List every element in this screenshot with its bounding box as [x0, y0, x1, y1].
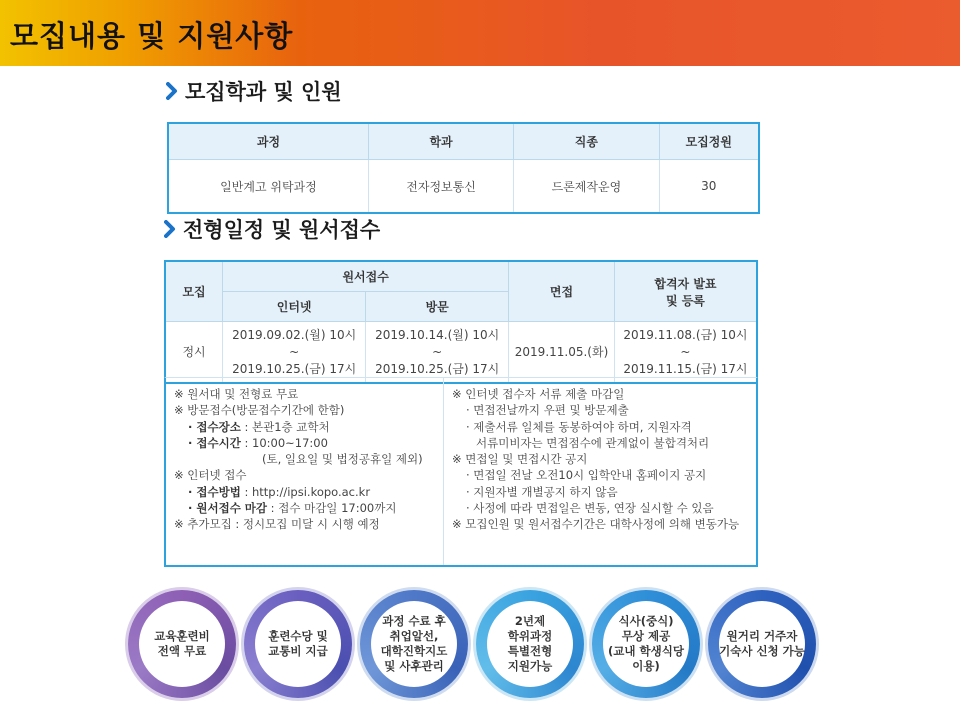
benefit-line: 대학진학지도 — [380, 644, 448, 658]
benefit-line: 교통비 지급 — [268, 644, 328, 658]
page-title: 모집내용 및 지원사항 — [10, 19, 294, 53]
note-line: · 면접전날까지 우편 및 방문제출 — [466, 403, 629, 418]
notes-right — [444, 378, 756, 565]
benefit-text — [371, 601, 457, 687]
note-line: ※ 추가모집 : 정시모집 미달 시 시행 예정 — [174, 517, 380, 532]
note-line: ※ 인터넷 접수 — [174, 468, 247, 483]
note-line — [174, 435, 435, 451]
benefit-line: 무상 제공 — [621, 629, 671, 643]
table-cell: 전자정보통신 — [368, 160, 513, 214]
notes-left — [166, 378, 444, 565]
benefit-line: 지원가능 — [507, 659, 553, 673]
benefit-circle-degree — [476, 590, 584, 698]
note-label: · 접수장소 — [188, 419, 241, 434]
benefit-line: 특별전형 — [507, 644, 553, 658]
benefit-line: 전액 무료 — [157, 644, 207, 658]
chevron-right-icon — [166, 82, 178, 100]
benefit-line: 취업알선, — [389, 629, 439, 643]
table-cell — [614, 322, 757, 384]
note-line: · 사정에 따라 면접일은 변동, 연장 실시할 수 있음 — [466, 501, 714, 516]
table-header-row — [165, 261, 757, 292]
note-line: ※ 원서대 및 전형료 무료 — [174, 387, 299, 401]
schedule-table — [164, 260, 758, 384]
cell-line: 2019.11.08.(금) 10시 — [623, 327, 748, 342]
benefit-circle-dormitory — [708, 590, 816, 698]
recruitment-table — [167, 122, 760, 214]
table-cell — [366, 322, 509, 384]
cell-line: 2019.10.25.(금) 17시 — [375, 361, 500, 376]
note-line: · 제출서류 일체를 동봉하여야 하며, 지원자격 — [466, 419, 692, 434]
note-line: · 지원자별 개별공지 하지 않음 — [466, 484, 618, 499]
cell-line: 2019.10.14.(월) 10시 — [375, 327, 500, 342]
benefit-line: 원거리 거주자 — [726, 629, 798, 643]
notes-box — [164, 377, 758, 567]
note-line: ※ 방문접수(방문접수기간에 한함) — [174, 403, 345, 418]
section-title-text: 전형일정 및 원서접수 — [183, 218, 381, 242]
note-label: · 접수방법 — [188, 484, 241, 499]
table-cell: 정시 — [165, 322, 223, 384]
note-line: ※ 면접일 및 면접시간 공지 — [452, 452, 588, 467]
note-value: : http://ipsi.kopo.ac.kr — [240, 484, 371, 499]
note-line: 서류미비자는 면접점수에 관계없이 불합격처리 — [476, 435, 710, 450]
benefit-text — [487, 601, 573, 687]
header-line: 합격자 발표 — [654, 276, 717, 291]
header-cell: 인터넷 — [223, 292, 366, 322]
benefit-text — [603, 601, 689, 687]
header-cell: 직종 — [514, 123, 659, 160]
table-row — [168, 160, 759, 214]
benefit-line: (교내 학생식당 — [608, 644, 684, 658]
header-cell: 모집정원 — [659, 123, 759, 160]
note-line — [174, 484, 435, 500]
benefit-circle-meal — [592, 590, 700, 698]
note-line — [174, 500, 435, 516]
benefit-text — [139, 601, 225, 687]
benefit-line: 2년제 — [514, 614, 546, 628]
header-line: 및 등록 — [665, 293, 705, 308]
benefit-line: 식사(중식) — [618, 614, 674, 628]
note-label: · 접수시간 — [188, 435, 241, 450]
cell-line: 2019.10.25.(금) 17시 — [232, 361, 357, 376]
note-value: : 접수 마감일 17:00까지 — [267, 501, 397, 516]
chevron-right-icon — [164, 220, 176, 238]
header-cell: 과정 — [168, 123, 368, 160]
section-title-text: 모집학과 및 인원 — [185, 80, 342, 104]
cell-line: 2019.09.02.(월) 10시 — [232, 327, 357, 342]
benefit-line: 교육훈련비 — [154, 629, 210, 643]
note-line — [174, 419, 435, 435]
benefit-circle-allowance — [244, 590, 352, 698]
benefit-line: 및 사후관리 — [384, 659, 444, 673]
benefit-circle-employment — [360, 590, 468, 698]
header-cell: 모집 — [165, 261, 223, 322]
note-line: ※ 인터넷 접수자 서류 제출 마감일 — [452, 387, 625, 401]
note-line: ※ 모집인원 및 원서접수기간은 대학사정에 의해 변동가능 — [452, 517, 740, 532]
header-cell: 원서접수 — [223, 261, 509, 292]
header-cell — [614, 261, 757, 322]
section-title-schedule — [164, 214, 380, 244]
section-title-recruitment — [166, 76, 342, 106]
benefit-line: 기숙사 신청 가능 — [719, 644, 805, 658]
table-header-row — [168, 123, 759, 160]
benefits-row — [128, 590, 808, 700]
note-label: · 원서접수 마감 — [188, 501, 268, 516]
header-cell: 학과 — [368, 123, 513, 160]
table-cell: 30 — [659, 160, 759, 214]
benefit-line: 학위과정 — [507, 629, 553, 643]
table-cell — [223, 322, 366, 384]
note-value: : 본관1층 교학처 — [240, 419, 330, 434]
cell-line: ~ — [289, 344, 300, 359]
benefit-line: 이용) — [632, 659, 660, 673]
cell-line: 2019.11.15.(금) 17시 — [623, 361, 748, 376]
benefit-text — [719, 601, 805, 687]
header-cell: 방문 — [366, 292, 509, 322]
cell-line: ~ — [680, 344, 691, 359]
note-line: (토, 일요일 및 법정공휴일 제외) — [262, 452, 423, 467]
note-value: : 10:00~17:00 — [240, 435, 328, 450]
note-line: · 면접일 전날 오전10시 입학안내 홈페이지 공지 — [466, 468, 707, 483]
cell-line: ~ — [432, 344, 443, 359]
table-cell: 일반계고 위탁과정 — [168, 160, 368, 214]
table-row — [165, 322, 757, 384]
table-cell: 2019.11.05.(화) — [509, 322, 615, 384]
table-cell: 드론제작운영 — [514, 160, 659, 214]
header-banner — [0, 0, 960, 66]
header-cell: 면접 — [509, 261, 615, 322]
benefit-text — [255, 601, 341, 687]
benefit-line: 과정 수료 후 — [382, 614, 446, 628]
benefit-line: 훈련수당 및 — [268, 629, 328, 643]
benefit-circle-tuition — [128, 590, 236, 698]
